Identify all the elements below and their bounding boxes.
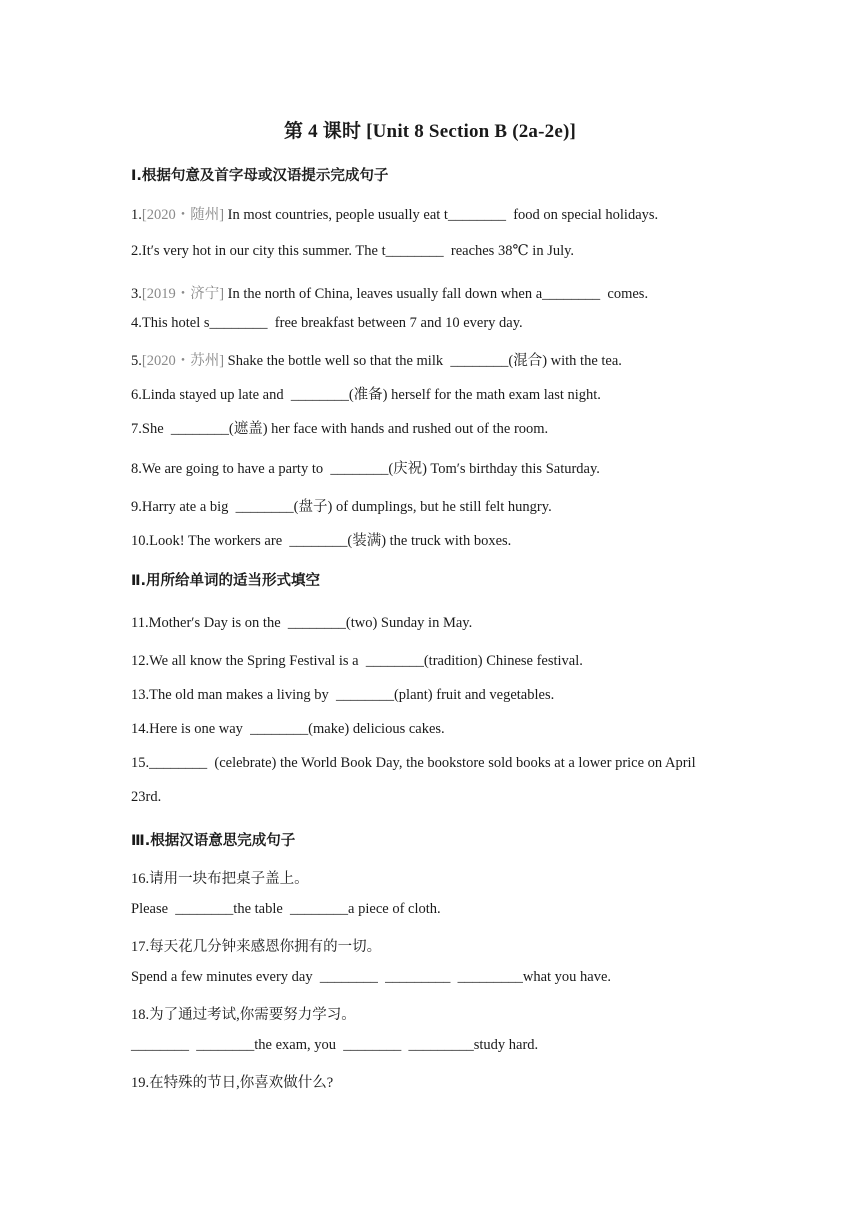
question-item [131,615,472,632]
question-item [131,457,600,478]
question-item [131,203,658,224]
question-answer-line [131,969,611,986]
question-text: Please ________the table ________a piece of cloth. [131,901,441,917]
question-number: 12. [131,653,150,669]
question-text: Spend a few minutes every day ________ _________ _________what you have. [131,969,612,985]
question-number: 11. [131,615,149,631]
question-text: ________ (celebrate) the World Book Day, the bookstore sold books at a lower price on April [149,755,696,771]
question-answer-line [131,901,441,918]
question-item [131,653,583,670]
question-item [131,721,445,738]
question-prompt-chinese: 每天花几分钟来感恩你拥有的一切。 [149,939,382,955]
question-text: In the north of China, leaves usually fall down when a________ comes. [224,286,649,302]
question-number: 4. [131,315,142,331]
question-answer-line [131,1037,538,1054]
question-item [131,1003,356,1024]
question-number: 15. [131,755,150,771]
question-source: [2019・济宁] [141,286,225,302]
question-text: Mother′s Day is on the ________(two) Sunday in May. [148,615,473,631]
question-item [131,867,309,888]
question-number: 7. [131,421,142,437]
question-text: Here is one way ________(make) delicious cakes. [149,721,445,737]
question-number: 17. [131,939,150,955]
question-text: She ________(遮盖) her face with hands and rushed out of the room. [141,421,549,437]
question-text: We all know the Spring Festival is a ________(tradition) Chinese festival. [149,653,583,669]
question-number: 6. [131,387,142,403]
question-text: In most countries, people usually eat t________ food on special holidays. [224,207,659,223]
question-item [131,1071,333,1092]
question-text: 23rd. [131,789,162,805]
question-source: [2020・随州] [141,207,225,223]
question-text: ________ ________the exam, you ________ _________study hard. [131,1037,539,1053]
question-item [131,315,523,332]
question-item [131,755,696,772]
section-heading-1: Ⅰ.根据句意及首字母或汉语提示完成句子 [131,168,389,184]
question-number: 2. [131,243,142,259]
section-heading-3: Ⅲ.根据汉语意思完成句子 [131,833,296,849]
question-number: 10. [131,533,150,549]
question-text: Look! The workers are ________(装满) the truck with boxes. [149,533,512,549]
question-item [131,417,548,438]
question-prompt-chinese: 为了通过考试,你需要努力学习。 [149,1007,356,1023]
question-item [131,349,622,370]
question-item [131,383,601,404]
question-text: The old man makes a living by ________(plant) fruit and vegetables. [149,687,555,703]
question-item [131,243,574,260]
question-item [131,529,511,550]
page-title: 第 4 课时 [Unit 8 Section B (2a-2e)] [283,121,577,142]
question-number: 1. [131,207,142,223]
question-number: 5. [131,353,142,369]
question-prompt-chinese: 在特殊的节日,你喜欢做什么? [149,1075,334,1091]
question-number: 14. [131,721,150,737]
question-number: 8. [131,461,142,477]
question-text: It′s very hot in our city this summer. The t________ reaches 38℃ in July. [141,243,575,259]
question-prompt-chinese: 请用一块布把桌子盖上。 [149,871,309,887]
question-number: 13. [131,687,150,703]
question-number: 9. [131,499,142,515]
question-item [131,687,554,704]
question-continuation [131,789,161,806]
question-item [131,282,648,303]
question-number: 16. [131,871,150,887]
question-text: Shake the bottle well so that the milk ________(混合) with the tea. [224,353,622,369]
question-text: This hotel s________ free breakfast between 7 and 10 every day. [141,315,523,331]
question-text: Linda stayed up late and ________(准备) herself for the math exam last night. [141,387,601,403]
question-source: [2020・苏州] [141,353,225,369]
question-number: 19. [131,1075,150,1091]
question-number: 3. [131,286,142,302]
question-text: Harry ate a big ________(盘子) of dumplings, but he still felt hungry. [141,499,552,515]
section-heading-2: Ⅱ.用所给单词的适当形式填空 [131,573,321,589]
question-item [131,495,552,516]
question-number: 18. [131,1007,150,1023]
question-item [131,935,381,956]
question-text: We are going to have a party to ________(庆祝) Tom′s birthday this Saturday. [141,461,600,477]
